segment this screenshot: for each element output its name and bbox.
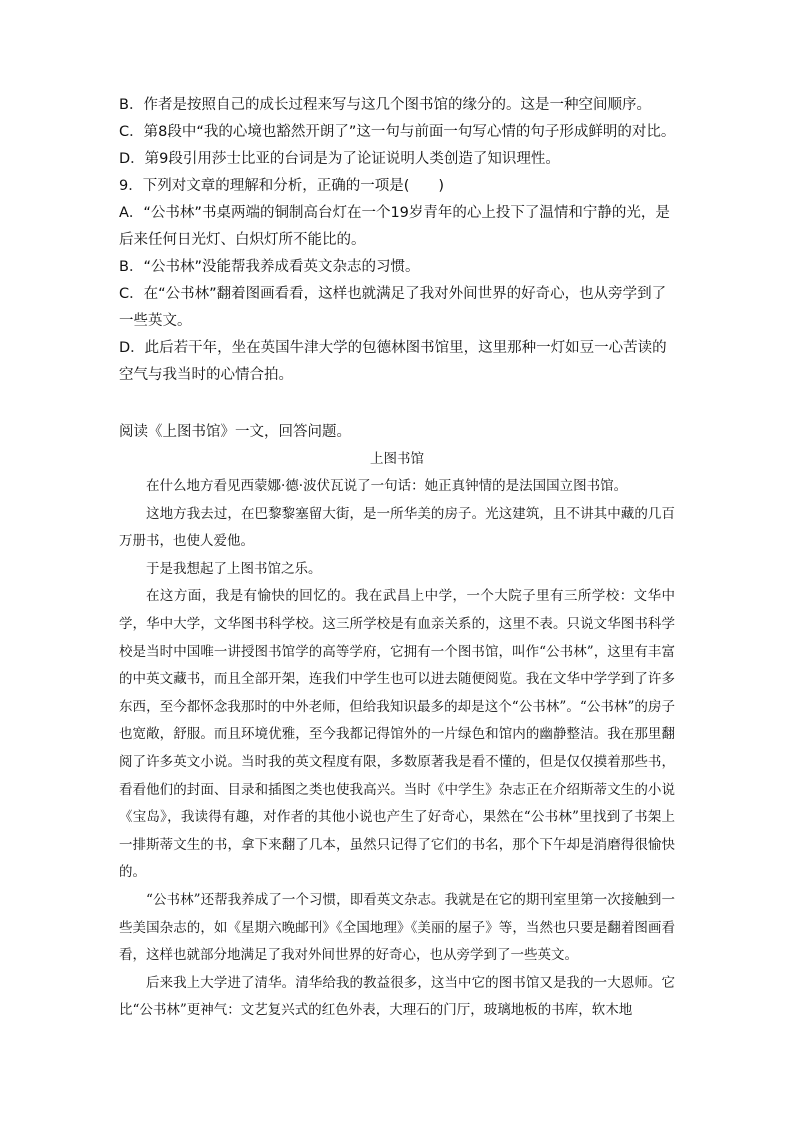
q9-option-a: A．“公书林”书桌两端的铜制高台灯在一个19岁青年的心上投下了温情和宁静的光，是后来任何日光灯、白炽灯所不能比的。 <box>119 205 670 248</box>
article-body <box>119 473 675 1025</box>
article-paragraph: 后来我上大学进了清华。清华给我的教益很多，这当中它的图书馆又是我的一大恩师。它比“公书林”更神气：文艺复兴式的红色外表，大理石的门厅，玻璃地板的书库，软木地 <box>119 974 675 1019</box>
q9-stem: 9．下列对文章的理解和分析，正确的一项是( ) <box>119 178 445 194</box>
article-paragraph: 在什么地方看见西蒙娜·德·波伏瓦说了一句话：她正真钟情的是法国国立图书馆。 <box>146 478 628 494</box>
q8-option-d: D．第9段引用莎士比亚的台词是为了论证说明人类创造了知识理性。 <box>119 151 560 167</box>
q8-option-b: B．作者是按照自己的成长过程来写与这几个图书馆的缘分的。这是一种空间顺序。 <box>119 97 651 113</box>
article-paragraph: 在这方面，我是有愉快的回忆的。我在武昌上中学，一个大院子里有三所学校：文华中学，华中大学，文华图书科学校。这三所学校是有血亲关系的，这里不表。只说文华图书科学校是当时中国唯一讲授图书馆学的高等学府，它拥有一个图书馆，叫作“公书林”，这里有丰富的中英文藏书，而且全部开架，连我们中学生也可以进去随便阅览。我在文华中学学到了许多东西，至今都怀念我那时的中外老师，但给我知识最多的却是这个“公书林”。“公书林”的房子也宽敞，舒服。而且环境优雅，至今我都记得馆外的一片绿色和馆内的幽静整洁。我在那里翻阅了许多英文小说。当时我的英文程度有限，多数原著我是看不懂的，但是仅仅摸着那些书，看看他们的封面、目录和插图之类也使我高兴。当时《中学生》杂志正在介绍斯蒂文生的小说《宝岛》，我读得有趣，对作者的其他小说也产生了好奇心，果然在“公书林”里找到了书架上一排斯蒂文生的书，拿下来翻了几本，虽然只记得了它们的书名，那个下午却是消磨得很愉快的。 <box>119 588 675 881</box>
q8-option-c: C．第8段中“我的心境也豁然开朗了”这一句与前面一句写心情的句子形成鲜明的对比。 <box>119 124 676 140</box>
article-title: 上图书馆 <box>370 451 424 467</box>
reading-intro: 阅读《上图书馆》一文，回答问题。 <box>119 424 351 440</box>
question-8-options <box>119 92 679 389</box>
article-paragraph: 这地方我去过，在巴黎黎塞留大街，是一所华美的房子。光这建筑，且不讲其中藏的几百万册书，也使人爱他。 <box>119 505 675 550</box>
q9-option-d: D．此后若干年，坐在英国牛津大学的包德林图书馆里，这里那种一灯如豆一心苦读的空气与我当时的心情合拍。 <box>119 340 667 383</box>
article-paragraph: “公书林”还帮我养成了一个习惯，即看英文杂志。我就是在它的期刊室里第一次接触到一些美国杂志的，如《星期六晚邮刊》《全国地理》《美丽的屋子》等，当然也只要是翻着图画看看，这样也就部分地满足了我对外间世界的好奇心，也从旁学到了一些英文。 <box>119 891 675 964</box>
q9-option-c: C．在“公书林”翻着图画看看，这样也就满足了我对外间世界的好奇心，也从旁学到了一些英文。 <box>119 286 667 329</box>
article-paragraph: 于是我想起了上图书馆之乐。 <box>146 560 322 577</box>
q9-option-b: B．“公书林”没能帮我养成看英文杂志的习惯。 <box>119 259 420 275</box>
